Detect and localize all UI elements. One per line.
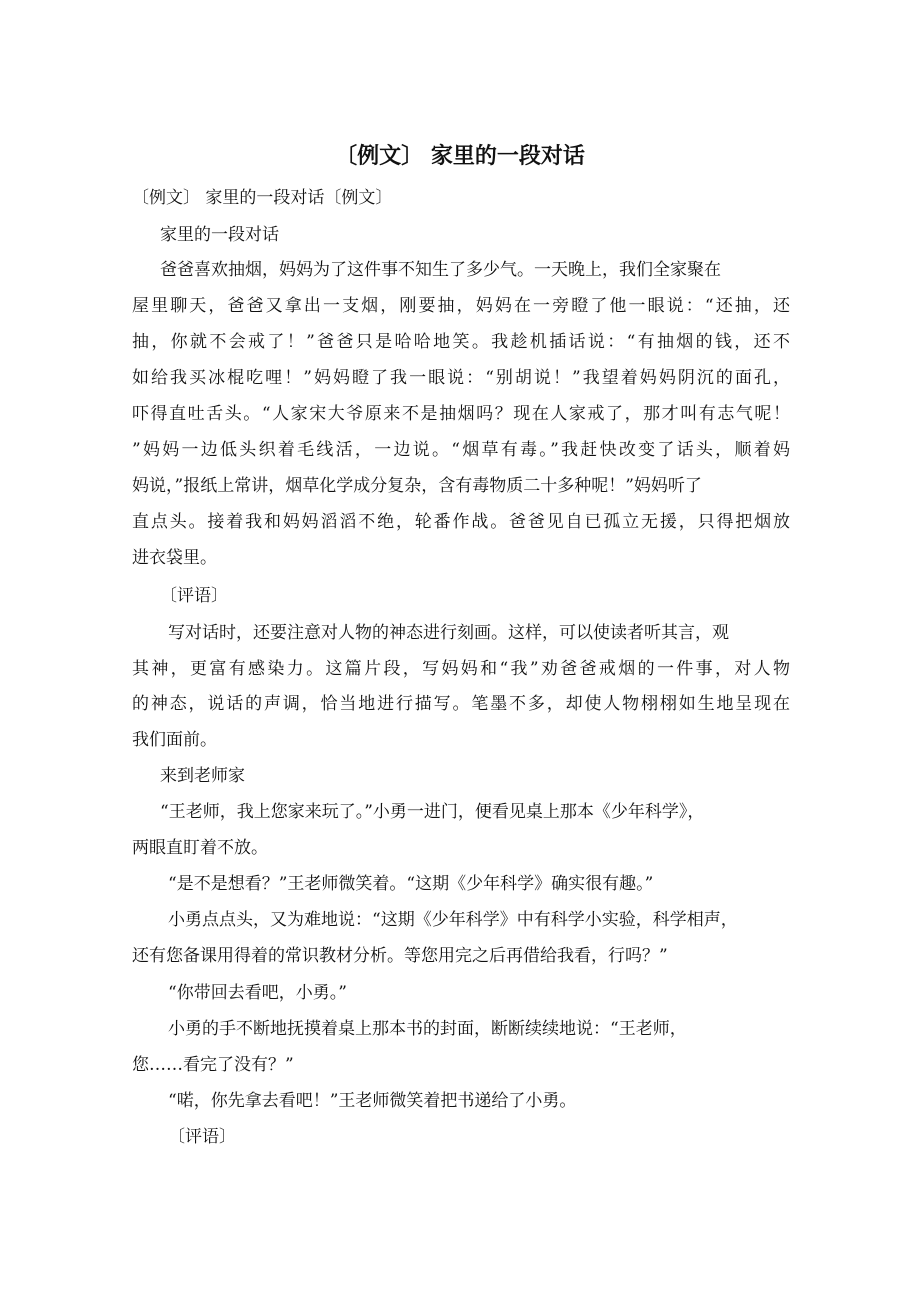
text-line: 我们面前。 [132,730,217,750]
text-line: “王老师，我上您家来玩了。”小勇一进门，便看见桌上那本《少年科学》， [160,802,705,822]
text-line: 还有您备课用得着的常识教材分析。等您用完之后再借给我看，行吗？” [132,946,668,966]
text-line: 小勇的手不断地抚摸着桌上那本书的封面，断断续续地说：“王老师， [168,1019,687,1039]
section-heading: 来到老师家 [160,766,245,786]
text-line: 小勇点点头，又为难地说：“这期《少年科学》中有科学小实验，科学相声， [168,910,738,930]
text-line: 直点头。接着我和妈妈滔滔不绝，轮番作战。爸爸见自已孤立无援，只得把烟放 [132,512,790,532]
text-line: 进衣袋里。 [132,548,217,568]
text-line: 两眼直盯着不放。 [132,838,268,858]
text-line: 屋里聊天，爸爸又拿出一支烟，刚要抽，妈妈在一旁瞪了他一眼说：“还抽，还 [132,296,790,316]
comment-label: 〔评语〕 [168,1127,236,1147]
comment-label: 〔评语〕 [160,586,228,606]
text-line: “你带回去看吧，小勇。” [168,983,347,1003]
subtitle-line: 〔例文〕 家里的一段对话〔例文〕 [132,188,393,208]
text-line: 写对话时，还要注意对人物的神态进行刻画。这样，可以使读者听其言，观 [168,623,729,643]
text-line: 爸爸喜欢抽烟，妈妈为了这件事不知生了多少气。一天晚上，我们全家聚在 [160,260,721,280]
text-line: 其神，更富有感染力。这篇片段，写妈妈和“我”劝爸爸戒烟的一件事，对人物 [132,659,790,679]
text-line: 的神态，说话的声调，恰当地进行描写。笔墨不多，却使人物栩栩如生地呈现在 [132,694,790,714]
text-line: 您……看完了没有？” [132,1055,294,1075]
text-line: 吓得直吐舌头。“人家宋大爷原来不是抽烟吗？现在人家戒了，那才叫有志气呢！ [132,404,790,424]
text-line: “是不是想看？”王老师微笑着。“这期《少年科学》确实很有趣。” [168,874,654,894]
text-line: “喏，你先拿去看吧！”王老师微笑着把书递给了小勇。 [168,1091,577,1111]
section-heading: 家里的一段对话 [160,225,279,245]
text-line: 如给我买冰棍吃哩！”妈妈瞪了我一眼说：“别胡说！”我望着妈妈阴沉的面孔， [132,368,790,388]
page-title: 〔例文〕 家里的一段对话 [335,144,585,169]
text-line: ”妈妈一边低头织着毛线活，一边说。“烟草有毒。”我赶快改变了话头，顺着妈 [132,440,790,460]
text-line: 抽，你就不会戒了！”爸爸只是哈哈地笑。我趁机插话说：“有抽烟的钱，还不 [132,332,790,352]
text-line: 妈说，”报纸上常讲，烟草化学成分复杂，含有毒物质二十多种呢！”妈妈听了 [132,476,702,496]
